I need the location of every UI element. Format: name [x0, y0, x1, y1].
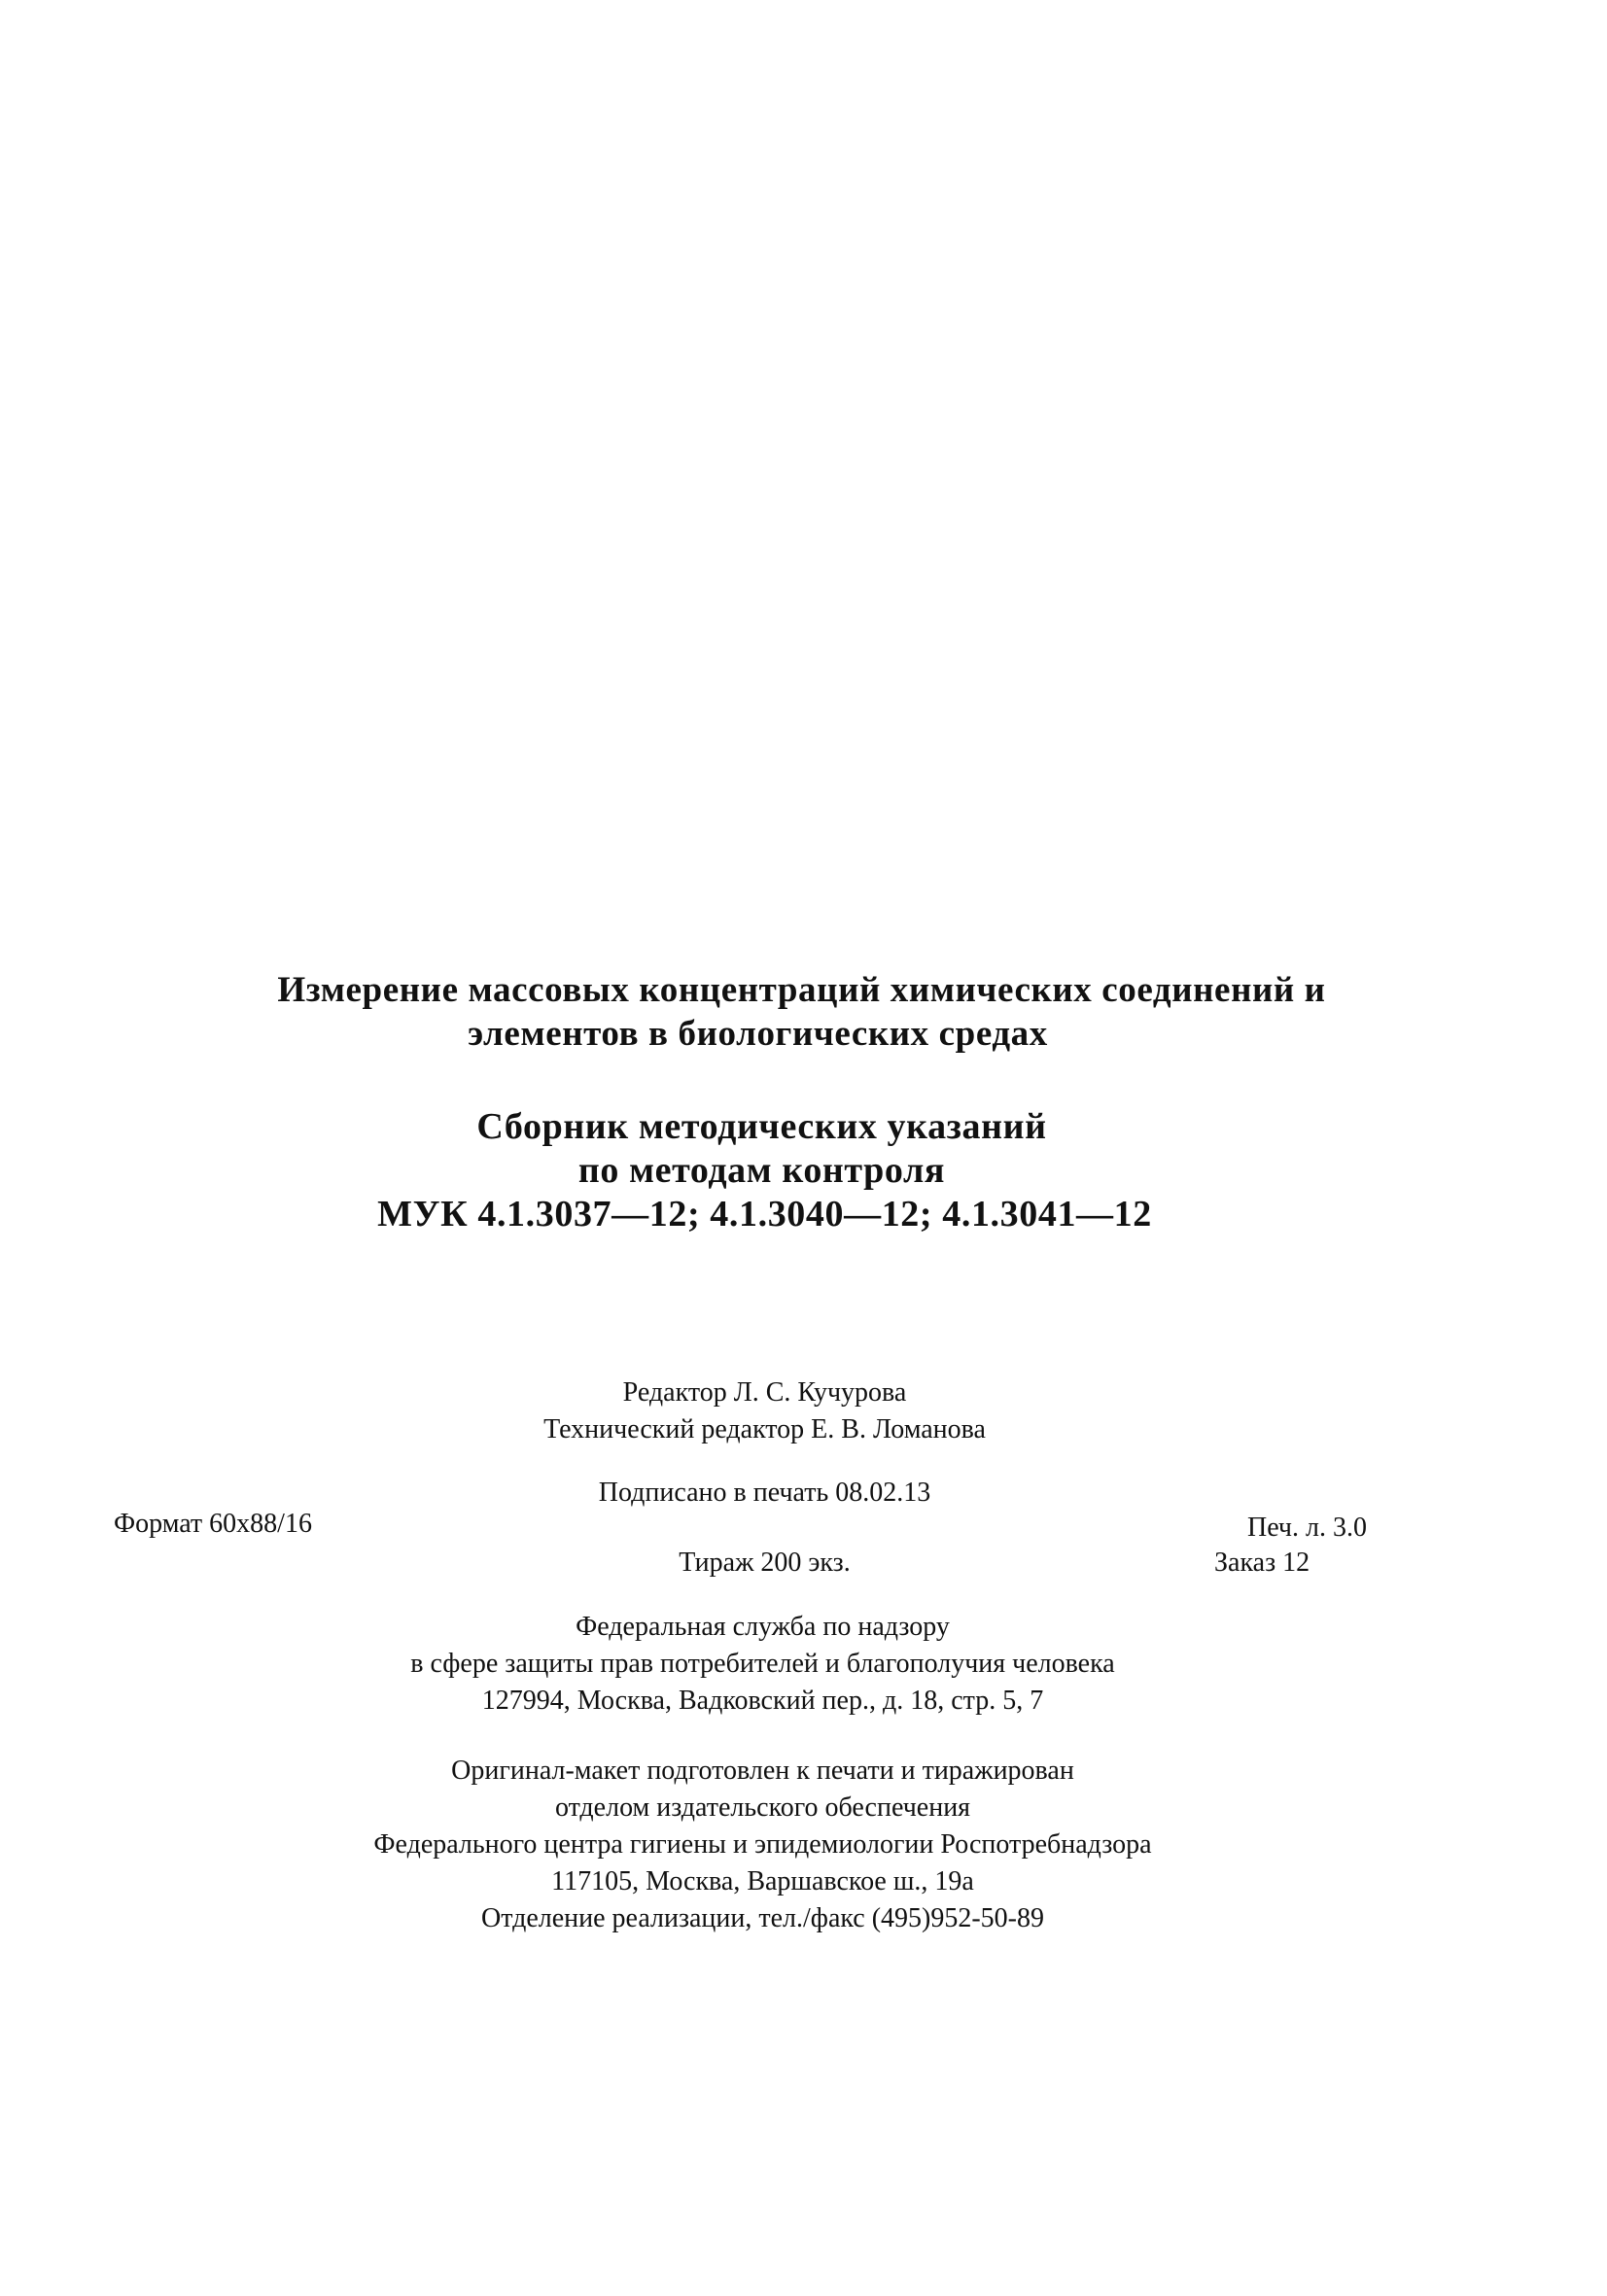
layout-prep-line3: Федерального центра гигиены и эпидемиологии Роспотребнадзора [373, 1829, 1152, 1860]
layout-prep-line2: отделом издательского обеспечения [554, 1792, 971, 1823]
editor-line: Редактор Л. С. Кучурова [622, 1377, 907, 1408]
document-title-line1: Измерение массовых концентраций химических соединений и [277, 970, 1326, 1010]
publisher-line2: в сфере защиты прав потребителей и благополучия человека [410, 1649, 1115, 1679]
order-number: Заказ 12 [1214, 1548, 1310, 1578]
muk-codes: МУК 4.1.3037—12; 4.1.3040—12; 4.1.3041—12 [377, 1194, 1152, 1235]
signed-for-print: Подписано в печать 08.02.13 [598, 1478, 931, 1508]
technical-editor-line: Технический редактор Е. В. Ломанова [543, 1414, 986, 1444]
layout-prep-line1: Оригинал-макет подготовлен к печати и тиражирован [451, 1756, 1074, 1786]
publisher-line1: Федеральная служба по надзору [576, 1612, 950, 1642]
paper-format: Формат 60х88/16 [114, 1509, 312, 1539]
layout-prep-address: 117105, Москва, Варшавское ш., 19а [551, 1866, 974, 1896]
collection-title: Сборник методических указаний [476, 1106, 1047, 1147]
publisher-address: 127994, Москва, Вадковский пер., д. 18, стр. 5, 7 [481, 1686, 1044, 1716]
collection-subtitle: по методам контроля [577, 1150, 946, 1191]
printed-sheets: Печ. л. 3.0 [1246, 1513, 1367, 1543]
print-run: Тираж 200 экз. [679, 1548, 851, 1578]
document-title-line2: элементов в биологических средах [468, 1014, 1048, 1054]
sales-department-phone: Отделение реализации, тел./факс (495)952-50-89 [480, 1903, 1045, 1933]
